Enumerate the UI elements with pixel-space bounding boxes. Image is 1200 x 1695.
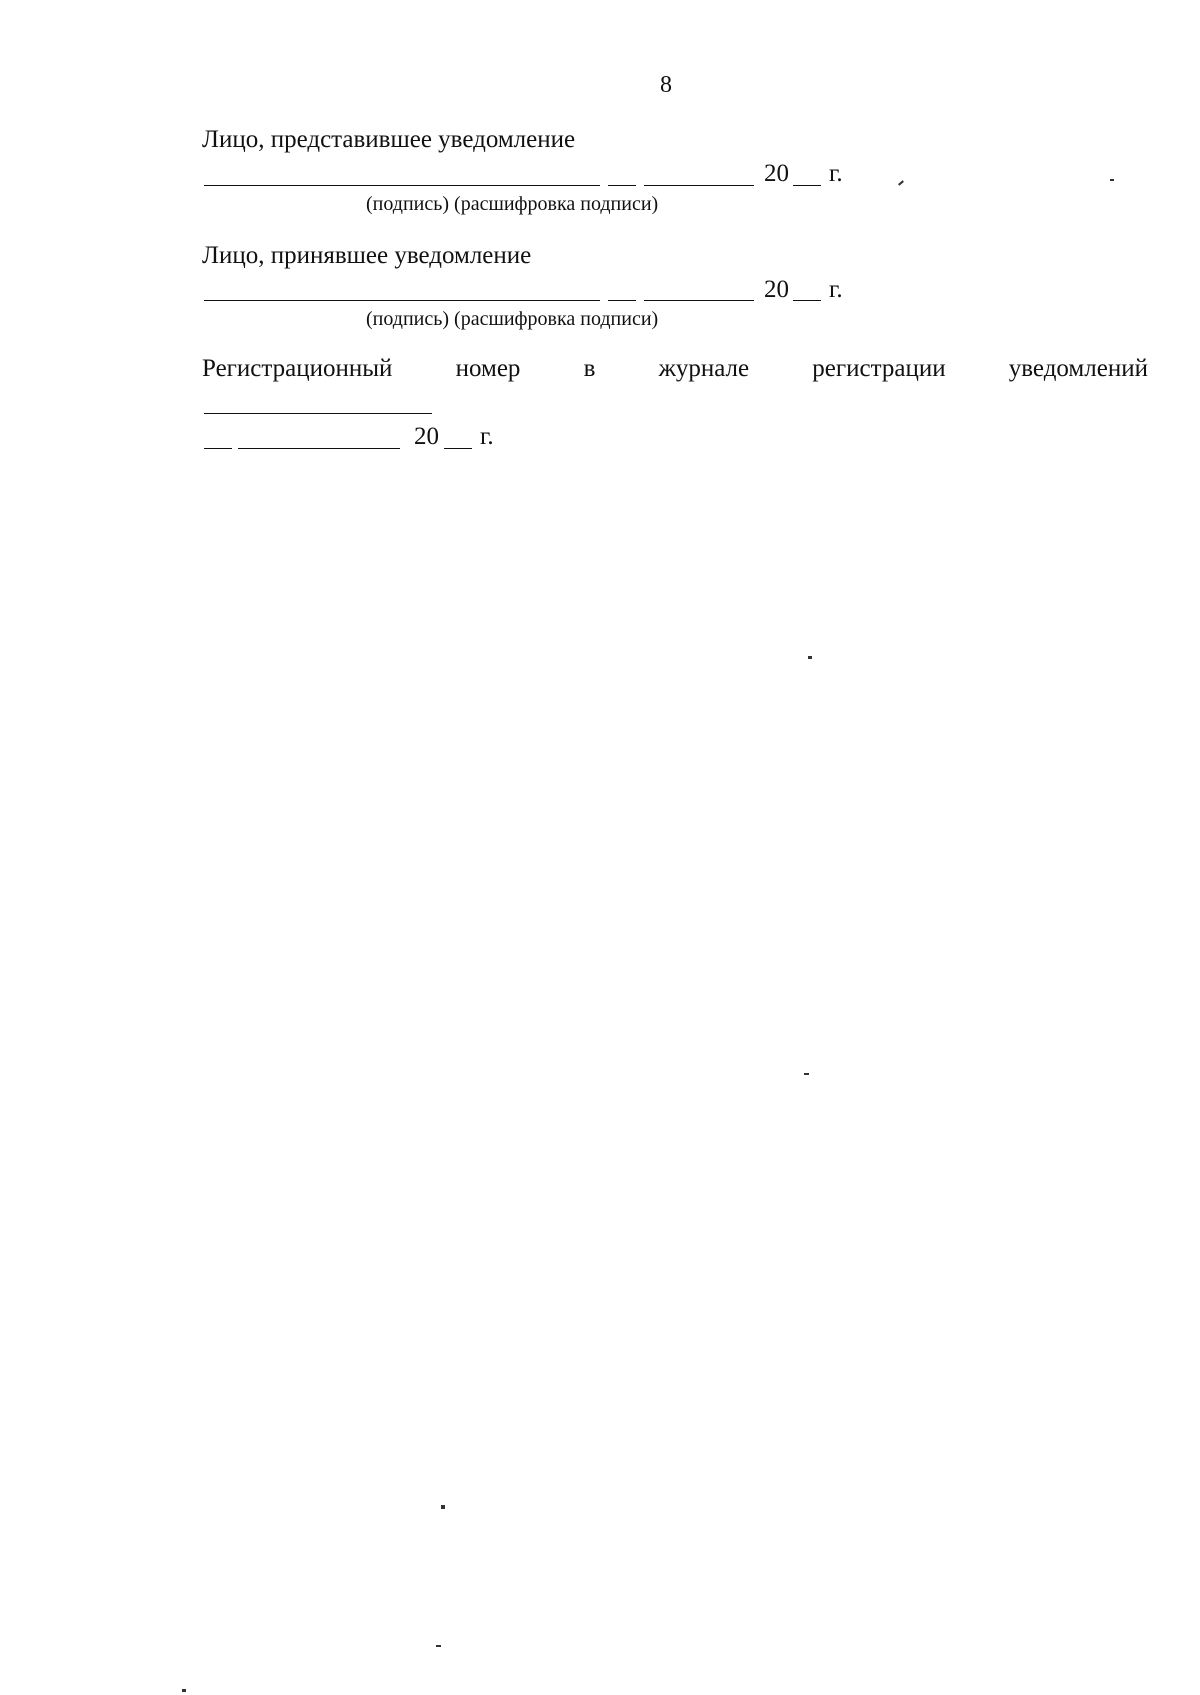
registration-word: журнале [658, 355, 750, 382]
scan-speck [182, 1689, 186, 1692]
receiver-year-line [793, 300, 821, 301]
receiver-month-line [644, 300, 754, 301]
submitter-heading: Лицо, представившее уведомление [202, 126, 576, 153]
submitter-day-line [608, 185, 636, 186]
submitter-year-line [793, 185, 821, 186]
scan-speck [441, 1505, 445, 1509]
registration-word: в [583, 355, 596, 382]
scan-speck [808, 656, 812, 659]
registration-year-suffix: г. [480, 423, 494, 450]
registration-word: номер [455, 355, 521, 382]
submitter-signature-line [204, 185, 600, 186]
registration-text [202, 355, 1148, 383]
scan-speck [898, 180, 904, 185]
registration-day-line [204, 448, 232, 449]
scan-speck [804, 1073, 809, 1075]
registration-month-line [238, 448, 400, 449]
submitter-caption: (подпись) (расшифровка подписи) [366, 193, 659, 215]
registration-year-prefix: 20 [414, 423, 439, 450]
receiver-day-line [608, 300, 636, 301]
submitter-year-suffix: г. [829, 160, 843, 187]
scan-speck [1110, 179, 1114, 181]
page-number: 8 [660, 72, 672, 98]
registration-word: регистрации [812, 355, 946, 382]
receiver-signature-line [204, 300, 600, 301]
scan-speck [436, 1645, 441, 1647]
submitter-month-line [644, 185, 754, 186]
registration-year-line [444, 448, 472, 449]
receiver-heading: Лицо, принявшее уведомление [202, 242, 532, 269]
registration-word: уведомлений [1008, 355, 1148, 382]
registration-number-line [204, 413, 432, 414]
receiver-year-prefix: 20 [764, 276, 789, 303]
submitter-year-prefix: 20 [764, 160, 789, 187]
receiver-caption: (подпись) (расшифровка подписи) [366, 308, 659, 330]
receiver-year-suffix: г. [829, 276, 843, 303]
registration-word: Регистрационный [202, 355, 393, 382]
